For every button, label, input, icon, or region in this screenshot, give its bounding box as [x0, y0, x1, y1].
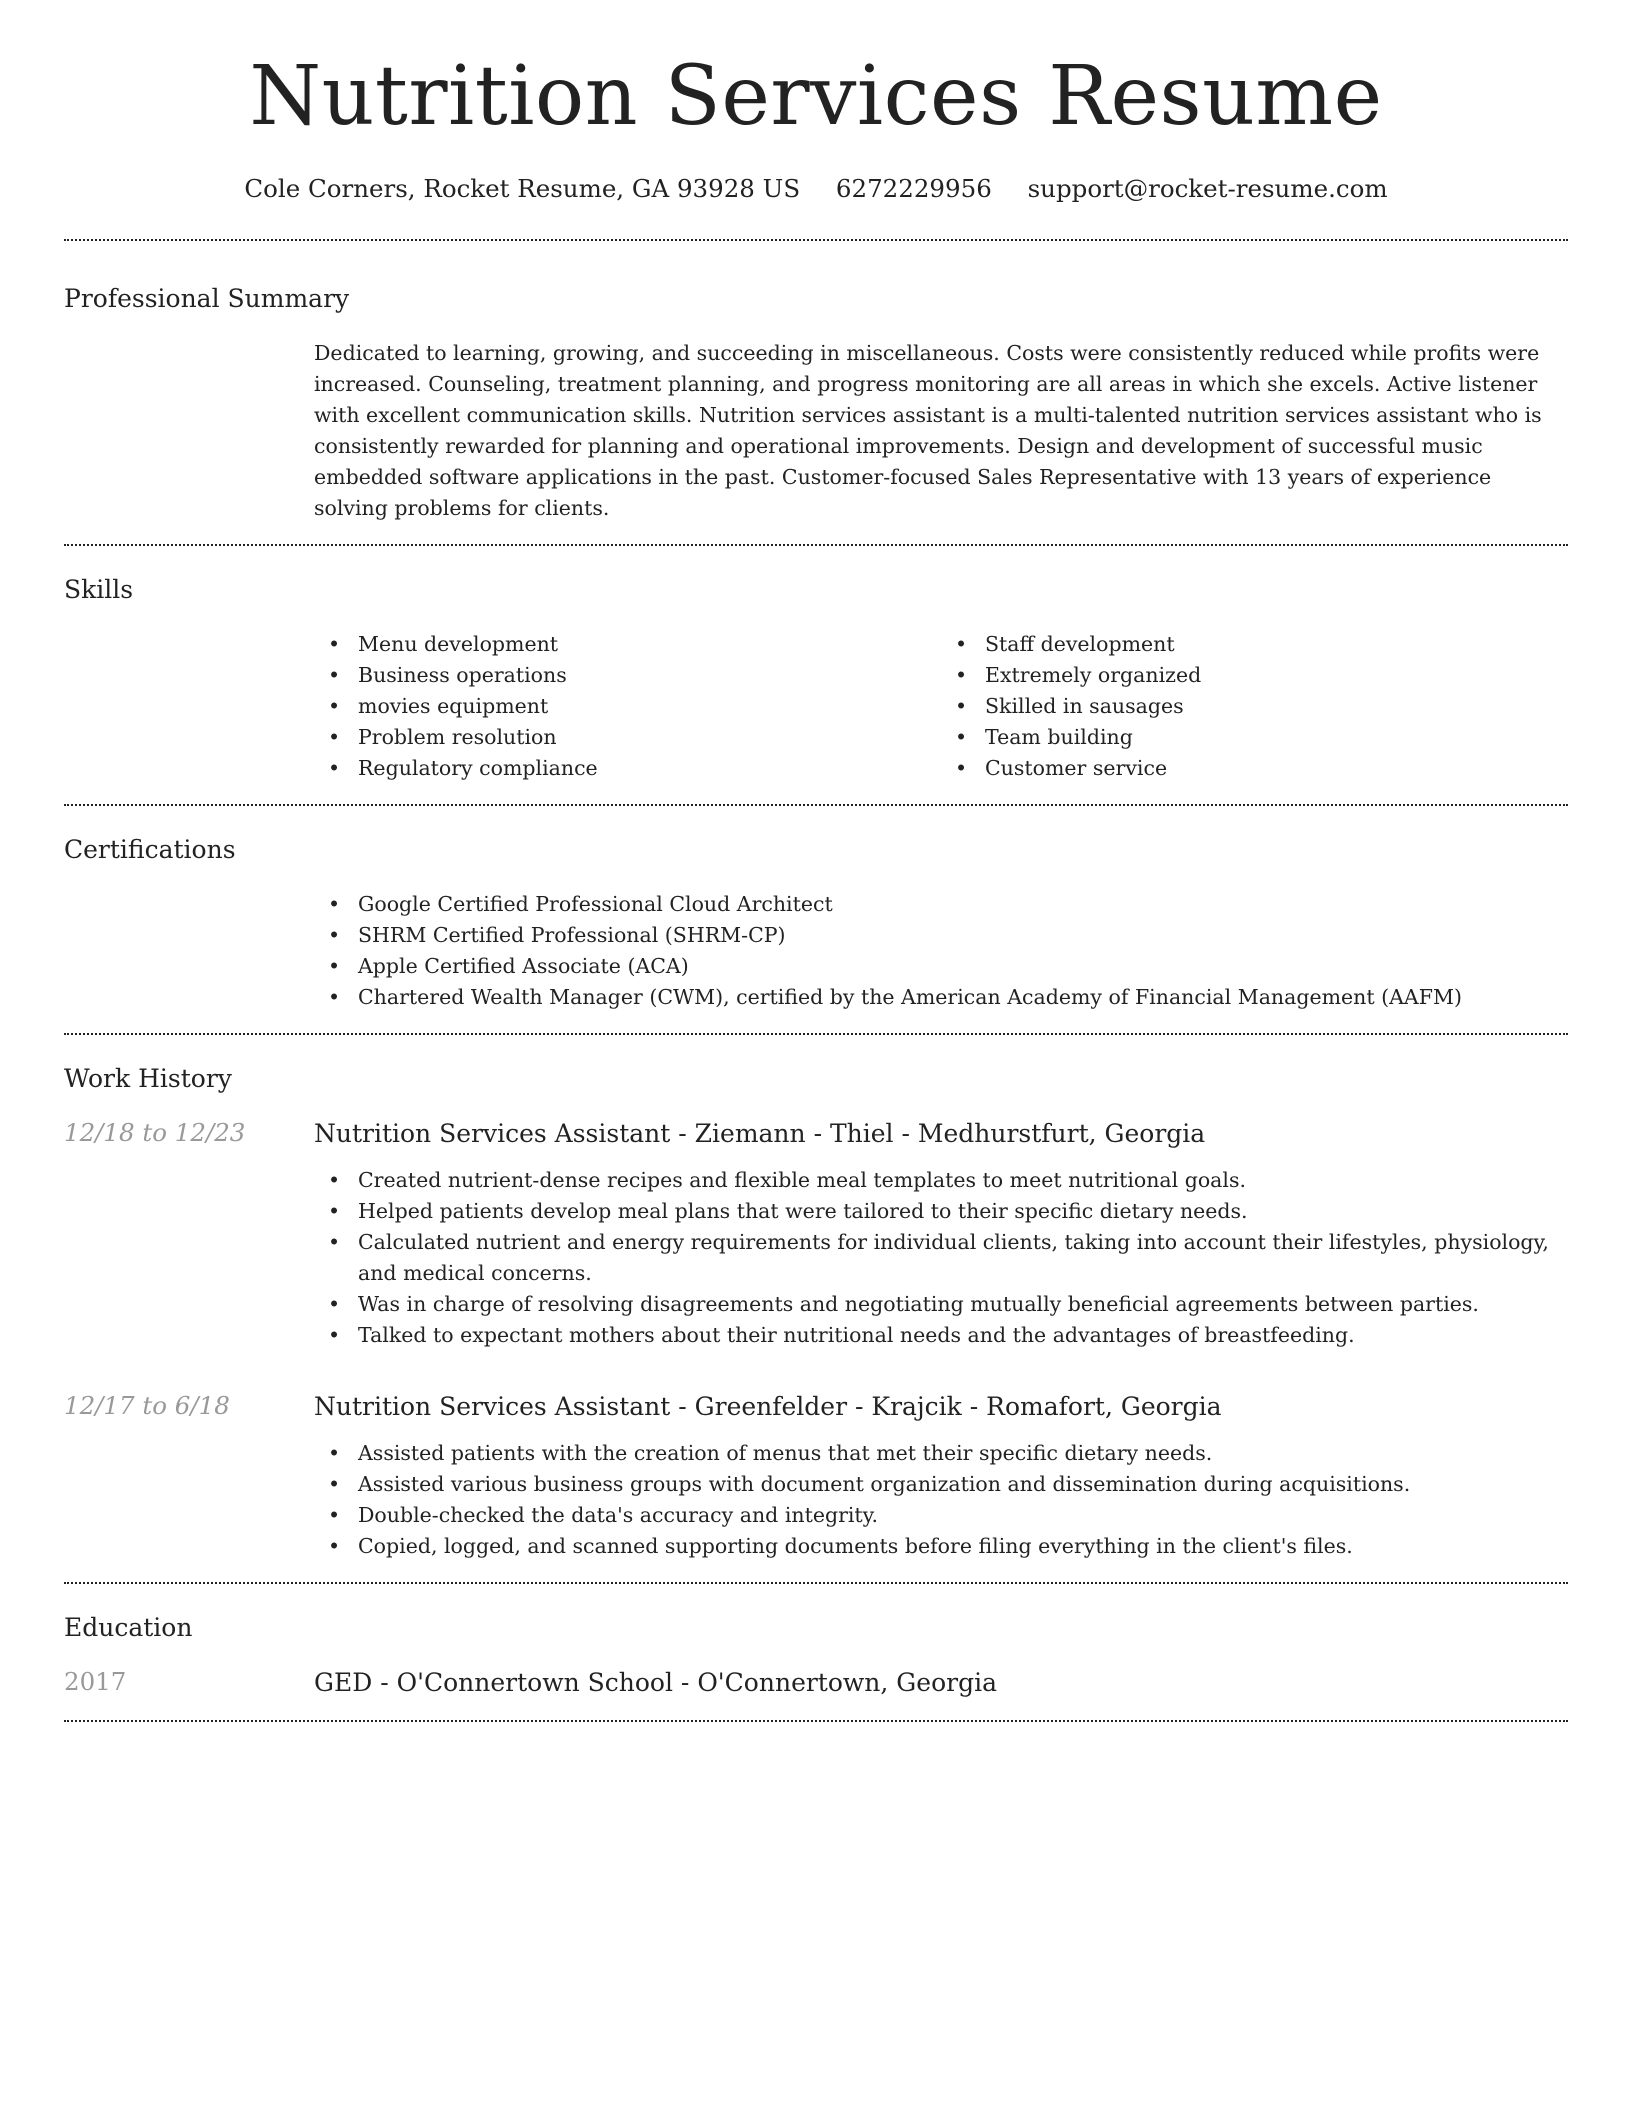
contact-address: Cole Corners, Rocket Resume, GA 93928 US [244, 174, 801, 204]
job-bullet: • Talked to expectant mothers about their nutritional needs and the advantages of breastfeeding. [314, 1320, 1568, 1351]
skills-section [64, 546, 1568, 804]
resume-title: Nutrition Services Resume [249, 49, 1383, 144]
education-body [64, 1665, 1568, 1720]
job-bullet: • Assisted patients with the creation of menus that met their specific dietary needs. [314, 1438, 1568, 1469]
skills-list-right [941, 629, 1568, 784]
skill-item: • Problem resolution [314, 722, 941, 753]
job-bullet: • Copied, logged, and scanned supporting documents before filing everything in the client's files. [314, 1531, 1568, 1562]
work-body [64, 1116, 1568, 1582]
certification-item: • Apple Certified Associate (ACA) [314, 951, 1568, 982]
work-section [64, 1035, 1568, 1582]
job-bullet: • Helped patients develop meal plans that were tailored to their specific dietary needs. [314, 1196, 1568, 1227]
skill-item: • Menu development [314, 629, 941, 660]
contact-phone: 6272229956 [835, 174, 992, 204]
certification-item: • Chartered Wealth Manager (CWM), certified by the American Academy of Financial Management (AAFM) [314, 982, 1568, 1013]
skill-item: • Business operations [314, 660, 941, 691]
job-bullet: • Was in charge of resolving disagreements and negotiating mutually beneficial agreements between parties. [314, 1289, 1568, 1320]
job-bullet: • Double-checked the data's accuracy and integrity. [314, 1500, 1568, 1531]
job-bullet: • Assisted various business groups with document organization and dissemination during acquisitions. [314, 1469, 1568, 1500]
job-bullets [314, 1165, 1568, 1351]
education-degree: GED - O'Connertown School - O'Connertown, Georgia [314, 1668, 997, 1698]
summary-body [314, 338, 1568, 544]
skills-heading: Skills [64, 575, 134, 605]
job-dates: 12/17 to 6/18 [64, 1391, 230, 1421]
education-section [64, 1584, 1568, 1720]
skill-item: • Skilled in sausages [941, 691, 1568, 722]
skill-item: • Customer service [941, 753, 1568, 784]
job-dates: 12/18 to 12/23 [64, 1118, 246, 1148]
job-bullet: • Calculated nutrient and energy requirements for individual clients, taking into account their lifestyles, physiology, and medical concerns. [314, 1227, 1568, 1289]
skill-item: • Extremely organized [941, 660, 1568, 691]
job-details [314, 1116, 1568, 1351]
certification-item: • Google Certified Professional Cloud Architect [314, 889, 1568, 920]
skill-item: • Team building [941, 722, 1568, 753]
skills-grid [314, 629, 1568, 804]
job-title: Nutrition Services Assistant - Ziemann - Thiel - Medhurstfurt, Georgia [314, 1119, 1206, 1149]
skills-list-left [314, 629, 941, 784]
education-heading: Education [64, 1613, 193, 1643]
job-details [314, 1389, 1568, 1562]
work-heading: Work History [64, 1064, 232, 1094]
certifications-body [314, 889, 1568, 1033]
job-entry [64, 1389, 1568, 1562]
certifications-section [64, 806, 1568, 1033]
skill-item: • movies equipment [314, 691, 941, 722]
job-bullet: • Created nutrient-dense recipes and flexible meal templates to meet nutritional goals. [314, 1165, 1568, 1196]
summary-text: Dedicated to learning, growing, and succeeding in miscellaneous. Costs were consistently reduced while profits were increased. Counseling, treatment planning, and progress monitoring are all areas in which she excels. Active listener with excellent communication skills. Nutrition services assistant is a multi-talented nutrition services assistant who is consistently rewarded for planning and operational improvements. Design and development of successful music embedded software applications in the past. Customer-focused Sales Representative with 13 years of experience solving problems for clients. [314, 341, 1542, 521]
summary-section [64, 241, 1568, 544]
certification-item: • SHRM Certified Professional (SHRM-CP) [314, 920, 1568, 951]
contact-email: support@rocket-resume.com [1027, 174, 1388, 204]
education-year: 2017 [64, 1667, 127, 1697]
skill-item: • Staff development [941, 629, 1568, 660]
education-entry [64, 1665, 1568, 1700]
job-entry [64, 1116, 1568, 1351]
contact-line [64, 172, 1568, 206]
summary-heading: Professional Summary [64, 284, 350, 314]
certifications-heading: Certifications [64, 835, 236, 865]
resume-header [64, 0, 1568, 206]
skill-item: • Regulatory compliance [314, 753, 941, 784]
education-details [314, 1665, 1568, 1700]
job-title: Nutrition Services Assistant - Greenfelder - Krajcik - Romafort, Georgia [314, 1392, 1222, 1422]
job-bullets [314, 1438, 1568, 1562]
certifications-list [314, 889, 1568, 1013]
divider [64, 1720, 1568, 1722]
